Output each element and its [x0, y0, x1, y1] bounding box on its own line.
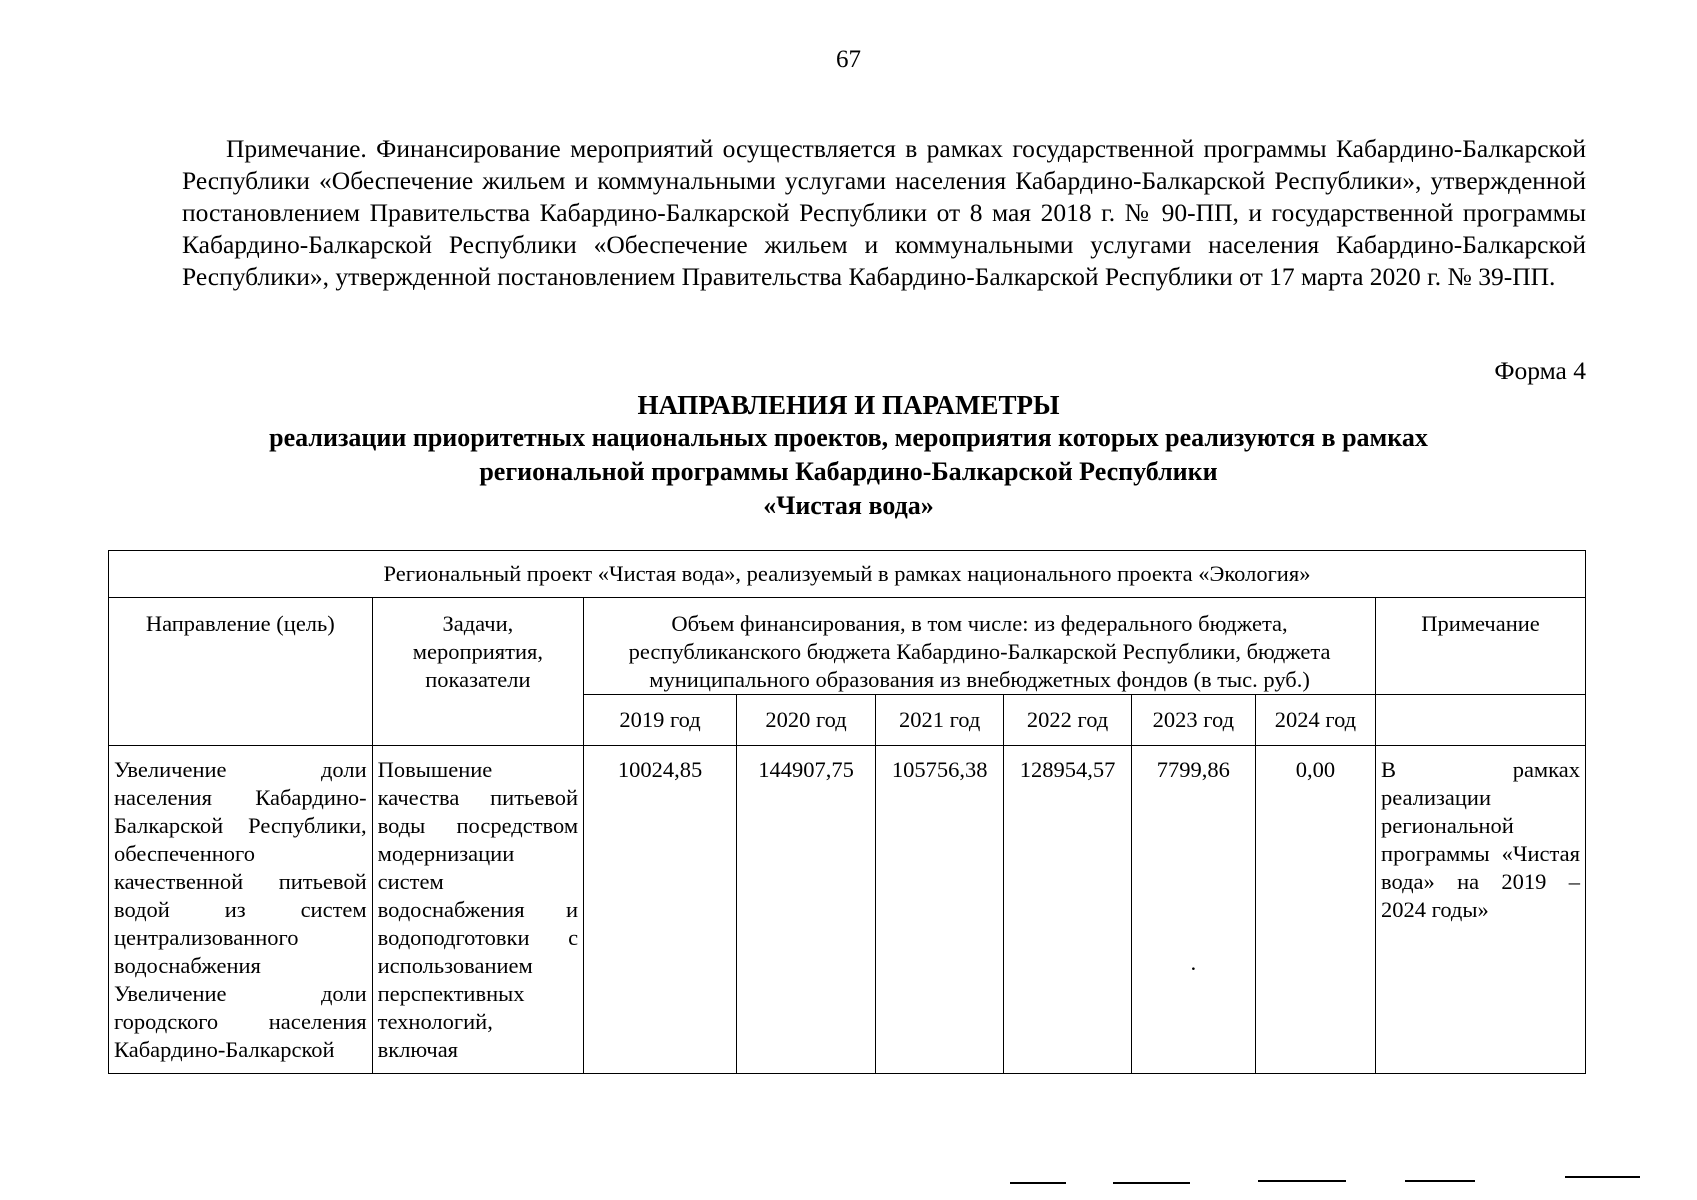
header-direction: Направление (цель)	[109, 598, 373, 746]
title-line-4: «Чистая вода»	[763, 491, 934, 520]
value-2022: 128954,57	[1004, 746, 1131, 1074]
year-2024: 2024 год	[1255, 695, 1375, 746]
note-paragraph: Примечание. Финансирование мероприятий осуществляется в рамках государственной программы Кабардино-Балкарской Республики «Обеспечение жильем и коммунальными услугами населения Кабардино-Балкарской Республики», утвержденной постановлением Правительства Кабардино-Балкарской Республики от 8 мая 2018 г. № 90-ПП, и государственной программы Кабардино-Балкарской Республики «Обеспечение жильем и коммунальными услугами населения Кабардино-Балкарской Республики», утвержденной постановлением Правительства Кабардино-Балкарской Республики от 17 марта 2020 г. № 39-ПП.	[182, 134, 1586, 291]
year-2022: 2022 год	[1004, 695, 1131, 746]
row-tasks: Повышение качества питьевой воды посредством модернизации систем водоснабжения и водоподготовки с использованием перспективных технологий, включая	[372, 746, 583, 1074]
table-row	[109, 746, 1586, 1074]
parameters-table	[108, 550, 1586, 1074]
row-direction: Увеличение доли населения Кабардино-Балкарской Республики, обеспеченного качественной питьевой водой из систем централизованного водоснабжения Увеличение доли городского населения Кабардино-Балкарской	[109, 746, 373, 1074]
header-remark: Примечание	[1376, 598, 1586, 695]
value-2023-cell	[1131, 746, 1255, 1074]
title-line-3: региональной программы Кабардино-Балкарской Республики	[479, 457, 1218, 486]
value-2023: 7799,86	[1156, 757, 1230, 782]
value-2024: 0,00	[1255, 746, 1375, 1074]
form-label: Форма 4	[1494, 356, 1586, 385]
year-2019: 2019 год	[584, 695, 737, 746]
document-title	[0, 388, 1697, 523]
value-2020: 144907,75	[737, 746, 876, 1074]
year-2023: 2023 год	[1131, 695, 1255, 746]
year-2021: 2021 год	[876, 695, 1004, 746]
section-header-cell: Региональный проект «Чистая вода», реализуемый в рамках национального проекта «Экология»	[109, 551, 1586, 598]
title-line-2: реализации приоритетных национальных проектов, мероприятия которых реализуются в рамках	[269, 423, 1428, 452]
page-number: 67	[836, 46, 861, 73]
header-tasks: Задачи, мероприятия, показатели	[372, 598, 583, 746]
section-header-row	[109, 551, 1586, 598]
year-2020: 2020 год	[737, 695, 876, 746]
header-funding: Объем финансирования, в том числе: из федерального бюджета, республиканского бюджета Кабардино-Балкарской Республики, бюджета муниципального образования из внебюджетных фондов (в тыс. руб.)	[584, 598, 1376, 695]
row-remark: В рамках реализации региональной программы «Чистая вода» на 2019 – 2024 годы»	[1376, 746, 1586, 1074]
header-row	[109, 598, 1586, 695]
value-2021: 105756,38	[876, 746, 1004, 1074]
value-2019: 10024,85	[584, 746, 737, 1074]
remark-year-blank	[1376, 695, 1586, 746]
title-line-1: НАПРАВЛЕНИЯ И ПАРАМЕТРЫ	[637, 390, 1060, 420]
scan-dot: ·	[1189, 956, 1198, 981]
